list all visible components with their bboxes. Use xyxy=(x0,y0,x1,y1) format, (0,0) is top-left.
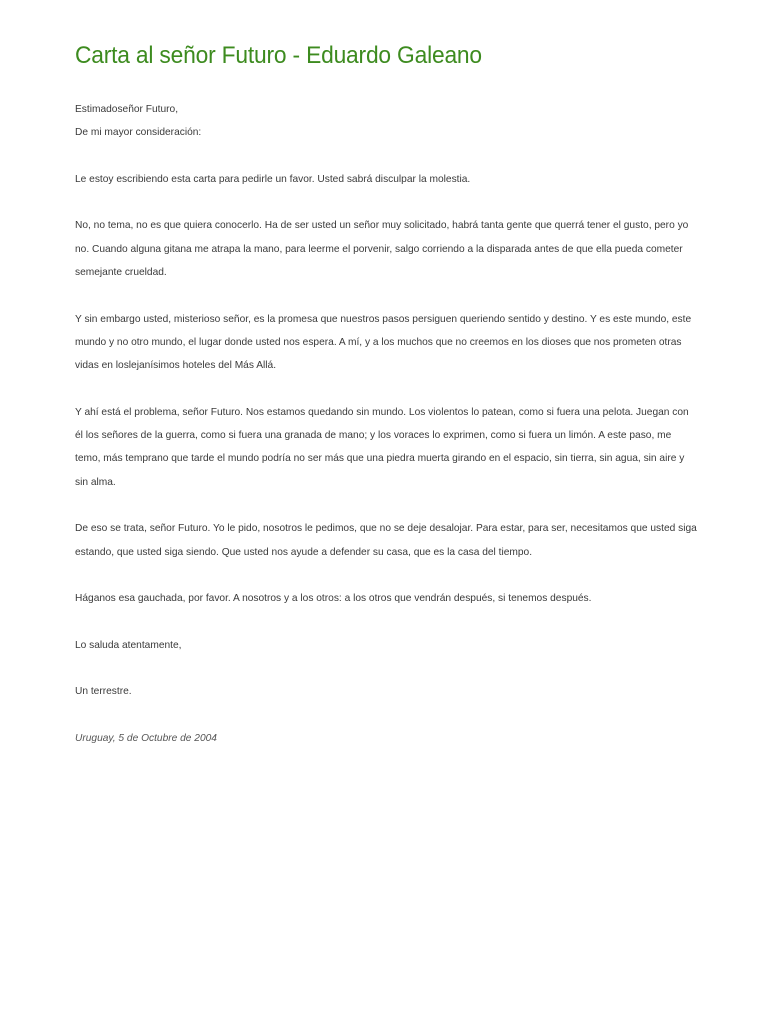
letter-body xyxy=(75,98,697,750)
letter-paragraph: No, no tema, no es que quiera conocerlo. Ha de ser usted un señor muy solicitado, habrá tanta gente que querrá tener el gusto, pero yo no. Cuando alguna gitana me atrapa la mano, para leerme el porvenir, salgo corriendo a la disparada antes de que ella pueda cometer semejante crueldad. xyxy=(75,220,689,279)
letter-paragraph: Y sin embargo usted, misterioso señor, es la promesa que nuestros pasos persiguen queriendo sentido y destino. Y es este mundo, este mundo y no otro mundo, el lugar donde usted nos espera. A mí, y a los muchos que no creemos en los dioses que nos prometen otras vidas en loslejanísimos hoteles del Más Allá. xyxy=(75,313,692,372)
document-title: Carta al señor Futuro - Eduardo Galeano xyxy=(75,42,482,69)
letter-paragraph: Háganos esa gauchada, por favor. A nosotros y a los otros: a los otros que vendrán después, si tenemos después. xyxy=(75,593,592,605)
letter-signature: Un terrestre. xyxy=(75,686,132,698)
letter-closing: Lo saluda atentamente, xyxy=(75,639,182,651)
salutation-line: Estimadoseñor Futuro, xyxy=(75,104,179,115)
letter-paragraph: Y ahí está el problema, señor Futuro. Nos estamos quedando sin mundo. Los violentos lo patean, como si fuera una pelota. Juegan con él los señores de la guerra, como si fuera una granada de mano; y los voraces lo exprimen, como si fuera un limón. A este paso, me temo, más temprano que tarde el mundo podría no ser más que una piedra muerta girando en el espacio, sin tierra, sin agua, sin aire y sin alma. xyxy=(75,406,689,488)
letter-paragraph: Le estoy escribiendo esta carta para pedirle un favor. Usted sabrá disculpar la molestia. xyxy=(75,173,471,185)
place-date: Uruguay, 5 de Octubre de 2004 xyxy=(75,733,217,745)
letter-paragraph: De eso se trata, señor Futuro. Yo le pido, nosotros le pedimos, que no se deje desalojar. Para estar, para ser, necesitamos que usted siga estando, que usted siga siendo. Que usted nos ayude a defender su casa, que es la casa del tiempo. xyxy=(75,523,697,558)
salutation-line: De mi mayor consideración: xyxy=(75,127,202,139)
